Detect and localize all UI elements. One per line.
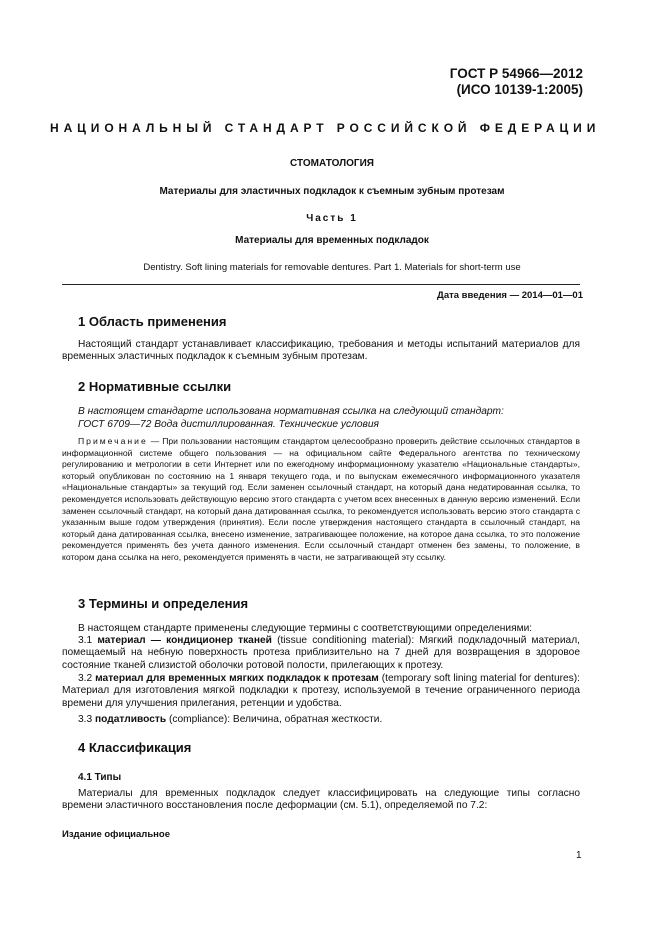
term-3-1-term: материал — кондиционер тканей [97,635,272,646]
section4-1-heading: 4.1 Типы [78,772,122,783]
section1-heading: 1 Область применения [78,314,227,329]
term-3-3-number: 3.3 [78,714,93,725]
subject-title: СТОМАТОЛОГИЯ [290,158,374,169]
reference-item: ГОСТ 6709—72 Вода дистиллированная. Технические условия [78,419,379,430]
page-number: 1 [576,850,582,861]
term-3-1-text: (tissue conditioning material): Мягкий подкладочный материал, помещаемый на небную поверхность протеза приблизительно на 7 дней для возвращения в здоровое состояние тканей слизистой оболочки ротовой полости, прилегающих к протезу. [62,635,580,671]
term-3-1-number: 3.1 [78,635,93,646]
term-3-3 [62,714,580,726]
term-3-2 [62,673,580,710]
term-3-1 [62,635,580,672]
term-3-2-number: 3.2 [78,673,93,684]
note-text: — При пользовании настоящим стандартом целесообразно проверить действие ссылочных стандартов в информационной системе общего пользования — на официальном сайте Федерального агентства по техническому регулированию и метрологии в сети Интернет или по ежегодному информационному указателю «Национальные стандарты», который опубликован по состоянию на 1 января текущего года, и по выпускам ежемесячного информационного указателя «Национальные стандарты» за текущий год. Если заменен ссылочный стандарт, на который дана недатированная ссылка, то рекомендуется использовать действующую версию этого стандарта с учетом всех внесенных в данную версию изменений. Если заменен ссылочный стандарт, на который дана датированная ссылка, то рекомендуется использовать версию этого стандарта с указанным выше годом утверждения (принятия). Если после утверждения настоящего стандарта в ссылочный стандарт, на который дана датированная ссылка, внесено изменение, затрагивающее положение, на которое дана ссылка, то это положение рекомендуется применять без учета данного изменения. Если ссылочный стандарт отменен без замены, то положение, в котором дана ссылка на него, рекомендуется применять в части, не затрагивающей эту ссылку. [62,436,580,562]
section2-heading: 2 Нормативные ссылки [78,379,232,394]
terms-intro: В настоящем стандарте применены следующие термины с соответствующими определениями: [78,623,533,634]
standard-title: НАЦИОНАЛЬНЫЙ СТАНДАРТ РОССИЙСКОЙ ФЕДЕРАЦИИ [50,121,601,135]
term-3-3-text: (compliance): Величина, обратная жесткости. [166,714,383,725]
section4-text: Материалы для временных подкладок следует классифицировать на следующие типы согласно времени эластичного восстановления после деформации (см. 5.1), определяемой по 7.2: [62,788,580,812]
iso-number: (ИСО 10139-1:2005) [456,82,583,97]
intro-date: Дата введения — 2014—01—01 [437,290,583,301]
gost-number: ГОСТ Р 54966—2012 [449,66,583,81]
term-3-3-term: податливость [95,714,167,725]
divider-line [62,284,580,285]
section3-heading: 3 Термины и определения [78,596,249,611]
reference-intro: В настоящем стандарте использована нормативная ссылка на следующий стандарт: [78,406,504,417]
edition-label: Издание официальное [62,829,170,840]
part-title: Материалы для временных подкладок [235,235,429,246]
part-number: Часть 1 [306,213,358,224]
note-label: Примечание [78,436,148,446]
main-title: Материалы для эластичных подкладок к съемным зубным протезам [159,186,505,197]
english-title: Dentistry. Soft lining materials for removable dentures. Part 1. Materials for short-term use [143,262,521,273]
section1-text: Настоящий стандарт устанавливает классификацию, требования и методы испытаний материалов для временных эластичных подкладок к съемным зубным протезам. [62,339,580,363]
term-3-2-term: материал для временных мягких подкладок к протезам [95,673,379,684]
section4-heading: 4 Классификация [78,740,192,755]
reference-note [62,436,580,564]
term-3-2-text: (temporary soft lining material for dentures): Материал для изготовления мягкой подкладки к протезу, используемой в течение ограниченного периода времени для улучшения прилегания, ретенции и удобства. [62,673,580,709]
